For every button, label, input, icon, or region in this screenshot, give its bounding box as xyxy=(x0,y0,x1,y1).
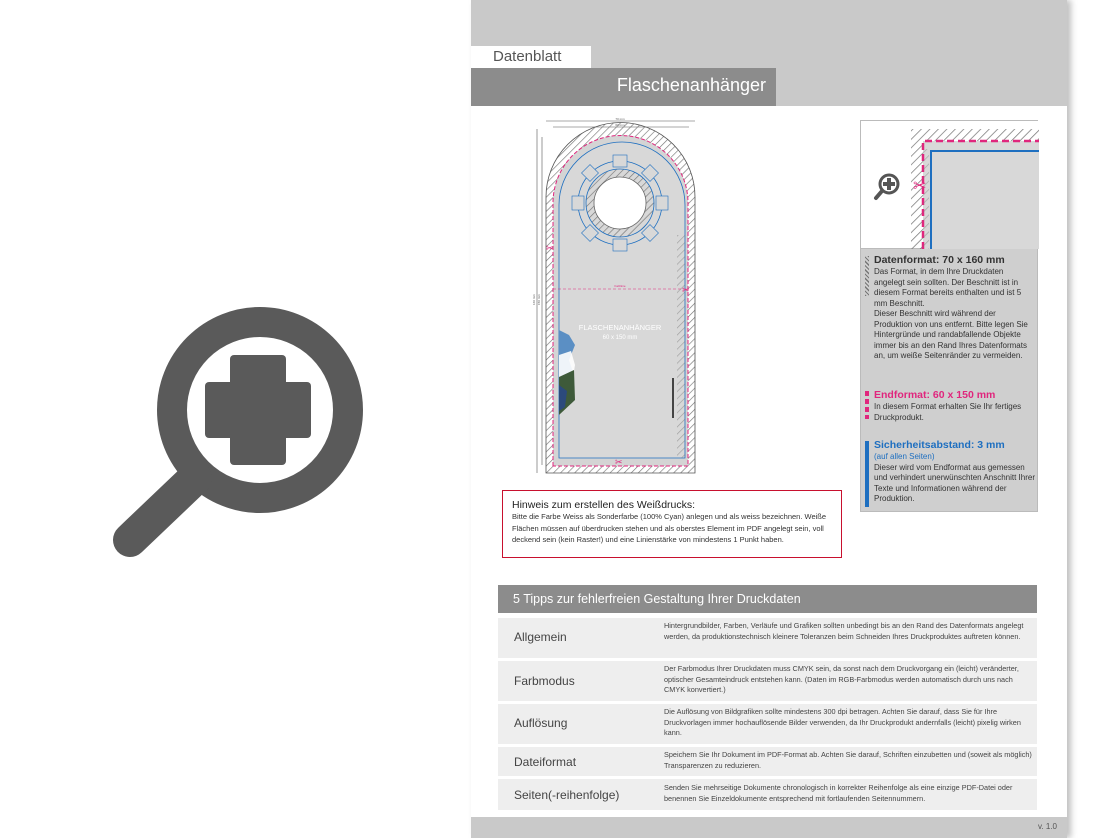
inner-height-label: 150 mm xyxy=(537,294,541,305)
tip-label: Auflösung xyxy=(514,716,568,730)
doc-label: Datenblatt xyxy=(471,46,591,68)
version-label: v. 1.0 xyxy=(1038,822,1057,831)
tip-row xyxy=(498,779,1037,810)
sample-photo xyxy=(559,330,575,415)
doc-title: Flaschenanhänger xyxy=(616,75,766,95)
tip-label: Allgemein xyxy=(514,630,567,644)
scissors-icon: ✂ xyxy=(913,178,927,195)
data-format-title: Datenformat: 70 x 160 mm xyxy=(874,254,1005,266)
zoom-in-icon[interactable] xyxy=(110,300,370,560)
info-panel xyxy=(860,120,1038,512)
tip-text: Senden Sie mehrseitige Dokumente chronologisch in korrekter Reihenfolge als eine einzige PDF-Datei oder benennen Sie Einzeldokumente entsprechend mit fortlaufenden Seitennummern. xyxy=(664,783,1013,803)
product-size: 60 x 150 mm xyxy=(602,335,638,341)
tip-text: Die Auflösung von Bildgrafiken sollte mindestens 300 dpi betragen. Achten Sie darauf, dass Sie für Ihre Druckvorlagen immer hochauflösende Bilder verwenden, da Ihr Druckprodukt andernfalls (leicht) pixelig wirken kann. xyxy=(664,707,1021,737)
safety-title: Sicherheitsabstand: 3 mm xyxy=(874,439,1005,451)
corner-zoom-preview xyxy=(861,121,1039,249)
hint-text: Bitte die Farbe Weiss als Sonderfarbe (100% Cyan) anlegen und als weiss bezeichnen. Weiße Flächen müssen auf überdrucken stehen und als oberstes Element im PDF angelegt sein, voll deckend sein (kein Raster!) und eine Linienstärke von mindestens 1 Punkt haben. xyxy=(512,512,827,544)
cog-cutout xyxy=(572,155,668,251)
tip-text: Hintergrundbilder, Farben, Verläufe und Grafiken sollten unbedingt bis an den Rand des Datenformats angelegt werden, da produktionstechnisch kleinere Toleranzen beim Schneiden Ihres Druckproduktes auftreten können. xyxy=(664,621,1024,641)
fold-label: Falzlinie xyxy=(614,284,626,288)
height-label: 160 mm xyxy=(532,294,536,305)
width-label: 70 mm xyxy=(615,117,625,121)
safety-text: Dieser wird vom Endformat aus gemessen und verhindert unerwünschten Anschnitt Ihrer Texte und Informationen während der Produktion. xyxy=(874,462,1035,503)
trim-text: Dieser Beschnitt wird während der Produktion von uns entfernt. Bitte legen Sie Hintergründe und randabfallende Objekte immer bis an den Rand Ihres Datenformats an, um weiße Seitenränder zu vermeiden. xyxy=(874,309,1028,360)
scissors-icon: ✂ xyxy=(615,457,623,467)
tip-label: Farbmodus xyxy=(514,674,575,688)
safety-sub: (auf allen Seiten) xyxy=(874,452,935,461)
tip-text: Speichern Sie Ihr Dokument im PDF-Format ab. Achten Sie darauf, Schriften einzubetten und (soweit als möglich) Transparenzen zu reduzieren. xyxy=(664,750,1032,770)
footer-bar xyxy=(471,817,1067,838)
product-name: FLASCHENANHÄNGER xyxy=(578,323,662,332)
tip-row xyxy=(498,747,1037,776)
hanger-template-drawing xyxy=(529,115,709,480)
white-print-hint xyxy=(502,490,842,558)
end-format-text: In diesem Format erhalten Sie Ihr fertiges Druckprodukt. xyxy=(874,402,1022,422)
tip-label: Seiten(-reihenfolge) xyxy=(514,788,620,802)
doc-title-bar xyxy=(471,68,776,106)
magnifier-icon xyxy=(876,175,898,198)
tip-row xyxy=(498,618,1037,658)
end-format-title: Endformat: 60 x 150 mm xyxy=(874,389,996,401)
hint-title: Hinweis zum erstellen des Weißdrucks: xyxy=(512,499,696,511)
tip-text: Der Farbmodus Ihrer Druckdaten muss CMYK sein, da sonst nach dem Druckvorgang ein (leicht) veränderter, optischer Gesamteindruck entstehen kann. (Daten im RGB-Farbmodus werden automatisch durch uns nach CMYK konvertiert.) xyxy=(664,664,1019,694)
data-format-text: Das Format, in dem Ihre Druckdaten angelegt sein sollten. Der Beschnitt ist in diesem Format bereits enthalten und ist 5 mm Beschnitt. xyxy=(874,267,1022,308)
scissors-icon: ✂ xyxy=(546,243,554,253)
tip-label: Dateiformat xyxy=(514,755,577,769)
scissors-icon: ✂ xyxy=(682,285,690,295)
tip-row xyxy=(498,704,1037,744)
datasheet-page xyxy=(471,0,1067,838)
tip-row xyxy=(498,661,1037,701)
tips-header: 5 Tipps zur fehlerfreien Gestaltung Ihrer Druckdaten xyxy=(498,585,1037,613)
